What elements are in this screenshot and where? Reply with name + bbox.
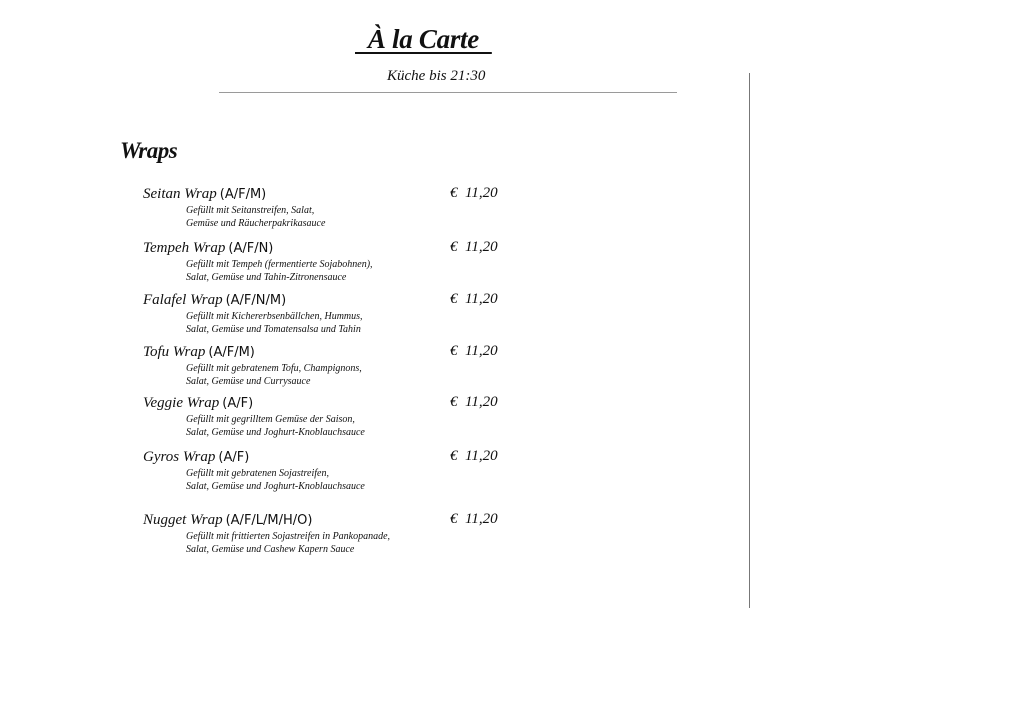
item-description: [186, 204, 513, 230]
item-price: € 11,20: [450, 511, 498, 527]
item-description-line: Salat, Gemüse und Tomatensalsa und Tahin: [186, 324, 361, 335]
menu-item: [143, 448, 513, 493]
item-description: [186, 530, 513, 556]
item-description-line: Gefüllt mit gegrilltem Gemüse der Saison,: [186, 414, 355, 425]
item-description: [186, 362, 513, 388]
item-description-line: Gefüllt mit Seitanstreifen, Salat,: [186, 205, 315, 216]
item-description-line: Gemüse und Räucherpakrikasauce: [186, 218, 326, 229]
item-description-line: Salat, Gemüse und Cashew Kapern Sauce: [186, 544, 355, 555]
menu-item: [143, 394, 513, 439]
item-description-line: Salat, Gemüse und Tahin-Zitronensauce: [186, 272, 347, 283]
item-name: Nugget Wrap: [143, 512, 223, 528]
section-title-wraps: Wraps: [120, 138, 178, 163]
menu-item: [143, 511, 513, 556]
allergen-codes: (A/F/L/M/H/O): [225, 513, 313, 528]
item-name: Gyros Wrap: [143, 449, 216, 465]
allergen-codes: (A/F): [222, 396, 254, 411]
item-name: Tofu Wrap: [143, 344, 206, 360]
menu-item: [143, 291, 513, 336]
item-description-line: Gefüllt mit gebratenen Sojastreifen,: [186, 468, 329, 479]
allergen-codes: (A/F/M): [219, 187, 267, 202]
item-price: € 11,20: [450, 291, 498, 307]
menu-item: [143, 343, 513, 388]
menu-item: [143, 239, 513, 284]
item-description: [186, 467, 513, 493]
item-price: € 11,20: [450, 394, 498, 410]
allergen-codes: (A/F/N): [228, 241, 274, 256]
item-description-line: Salat, Gemüse und Joghurt-Knoblauchsauce: [186, 427, 365, 438]
item-name: Falafel Wrap: [143, 292, 223, 308]
allergen-codes: (A/F/M): [208, 345, 255, 360]
item-description-line: Gefüllt mit gebratenem Tofu, Champignons,: [186, 363, 362, 374]
item-description-line: Salat, Gemüse und Currysauce: [186, 376, 311, 387]
page-divider: [749, 73, 750, 608]
item-description: [186, 413, 513, 439]
kitchen-hours: Küche bis 21:30: [387, 68, 486, 84]
header-divider: [219, 92, 677, 93]
item-name: Seitan Wrap: [143, 186, 217, 202]
item-price: € 11,20: [450, 343, 498, 359]
item-description-line: Gefüllt mit frittierten Sojastreifen in Pankopanade,: [186, 531, 391, 542]
item-description-line: Salat, Gemüse und Joghurt-Knoblauchsauce: [186, 481, 365, 492]
allergen-codes: (A/F): [218, 450, 250, 465]
item-description: [186, 258, 513, 284]
item-description: [186, 310, 513, 336]
menu-item: [143, 185, 513, 230]
item-name: Tempeh Wrap: [143, 240, 226, 256]
item-description-line: Gefüllt mit Kichererbsenbällchen, Hummus,: [186, 311, 363, 322]
item-price: € 11,20: [450, 239, 498, 255]
item-price: € 11,20: [450, 185, 498, 201]
item-name: Veggie Wrap: [143, 395, 220, 411]
item-description-line: Gefüllt mit Tempeh (fermentierte Sojabohnen),: [186, 259, 373, 270]
allergen-codes: (A/F/N/M): [225, 293, 287, 308]
page-title: À la Carte: [355, 24, 492, 54]
item-price: € 11,20: [450, 448, 498, 464]
